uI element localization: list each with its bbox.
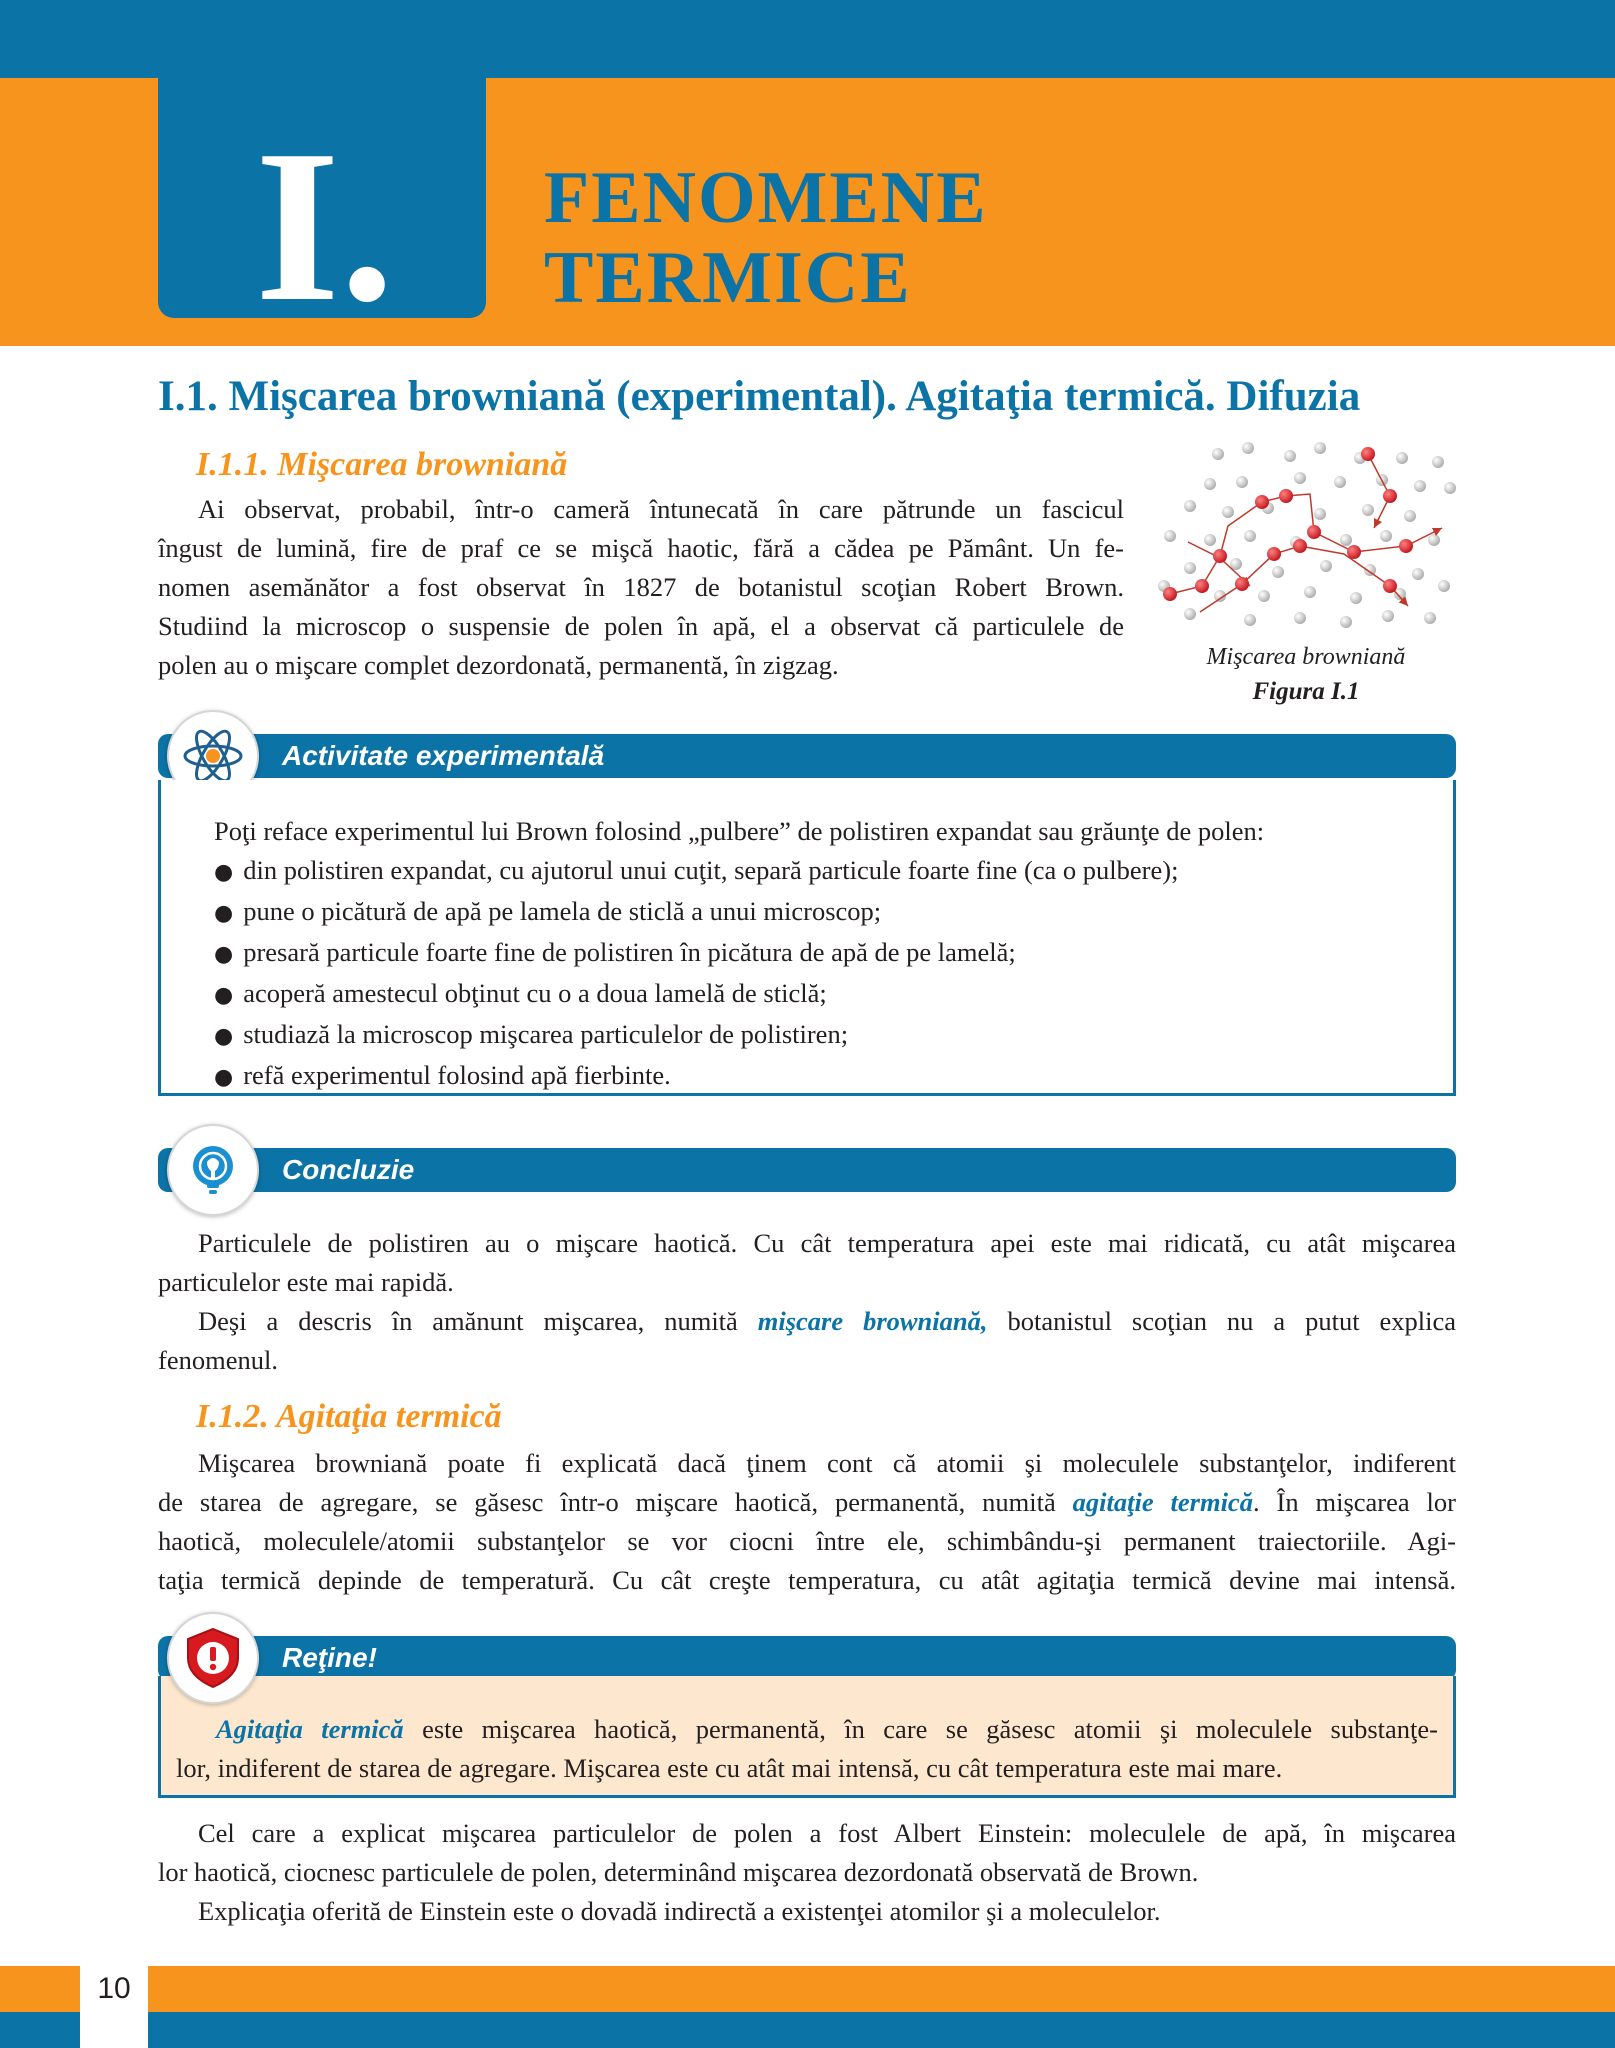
paragraph-line: Studiind la microscop o suspensie de polen în apă, el a observat că particulele de (158, 611, 1124, 641)
list-item: ● presară particule foarte fine de polistiren în picătura de apă de pe lamelă; (214, 937, 1016, 967)
paragraph-thermal-agitation (158, 1444, 1456, 1600)
list-item: ● din polistiren expandat, cu ajutorul unui cuţit, separă particule foarte fine (ca o pulbere); (214, 855, 1179, 885)
activity-header (158, 734, 1456, 778)
list-item: ● studiază la microscop mişcarea particulelor de polistiren; (214, 1019, 849, 1049)
activity-list (214, 812, 1444, 1097)
figure-caption: Mişcarea browniană (1206, 644, 1406, 670)
list-item: ● pune o picătură de apă pe lamela de sticlă a unui microscop; (214, 896, 882, 926)
paragraph-line: Mişcarea browniană poate fi explicată dacă ţinem cont că atomii şi moleculele substanţelor, indiferent (198, 1448, 1456, 1478)
footer-blue-bar (0, 2012, 1615, 2048)
paragraph-line: Ai observat, probabil, într-o cameră întunecată în care pătrunde un fascicul (198, 494, 1124, 524)
paragraph-line: haotică, moleculele/atomii substanţelor se vor ciocni între ele, schimbându-şi permanent traiectoriile. Agi- (158, 1526, 1456, 1556)
chapter-title (544, 158, 988, 318)
term-thermal-agitation: agitaţie termică (1072, 1487, 1253, 1517)
conclusion-text (158, 1224, 1456, 1380)
paragraph-line: polen au o mişcare complet dezordonată, permanentă, în zigzag. (158, 650, 839, 680)
paragraph-line: nomen asemănător a fost observat în 1827 de botanistul scoţian Robert Brown. (158, 572, 1124, 602)
term-thermal-agitation: Agitaţia termică (216, 1714, 404, 1744)
paragraph-line: îngust de lumină, fire de praf ce se mişcă haotic, fără a cădea pe Pământ. Un fe- (158, 533, 1124, 563)
conclusion-header (158, 1148, 1456, 1192)
bullet-icon: ● (214, 983, 234, 1008)
paragraph-brownian (158, 490, 1124, 685)
chapter-title-line1: FENOMENE (544, 157, 988, 239)
paragraph-line: taţia termică depinde de temperatură. Cu cât creşte temperatura, cu atât agitaţia termică devine mai intensă. (158, 1565, 1456, 1595)
figure-label: Figura I.1 (1252, 678, 1360, 705)
paragraph-line: de starea de agregare, se găsesc într-o mişcare haotică, permanentă, numită agitaţie termică. În mişcarea lor (158, 1487, 1456, 1517)
shield-exclamation-icon (167, 1612, 259, 1704)
top-color-bar (0, 0, 1615, 78)
list-item: ● refă experimentul folosind apă fierbinte. (214, 1060, 671, 1090)
retine-header-label: Reţine! (282, 1642, 377, 1673)
bullet-icon: ● (214, 942, 234, 967)
paragraph-line: Explicaţia oferită de Einstein este o dovadă indirectă a existenţei atomilor şi a moleculelor. (198, 1896, 1161, 1926)
retine-text (176, 1710, 1438, 1788)
bullet-icon: ● (214, 1024, 234, 1049)
paragraph-line: Agitaţia termică este mişcarea haotică, permanentă, în care se găsesc atomii şi moleculele substanţe- (216, 1714, 1438, 1744)
bullet-icon: ● (214, 860, 234, 885)
chapter-number: I. (255, 106, 395, 347)
subsection-title-2: I.1.2. Agitaţia termică (196, 1398, 502, 1435)
paragraph-line: fenomenul. (158, 1345, 278, 1375)
brownian-motion-figure (1150, 436, 1460, 636)
section-title: I.1. Mişcarea browniană (experimental). Agitaţia termică. Difuzia (158, 373, 1361, 420)
paragraph-line: Cel care a explicat mişcarea particulelor de polen a fost Albert Einstein: moleculele de apă, în mişcarea (198, 1818, 1456, 1848)
page-number: 10 (97, 1972, 131, 2005)
bullet-icon: ● (214, 901, 234, 926)
paragraph-einstein (158, 1814, 1456, 1931)
lightbulb-icon (167, 1124, 259, 1216)
bullet-icon: ● (214, 1065, 234, 1090)
paragraph-line: Deşi a descris în amănunt mişcarea, numită mişcare browniană, botanistul scoţian nu a putut explica (198, 1306, 1457, 1336)
paragraph-line: lor haotică, ciocnesc particulele de polen, determinând mişcarea dezordonată observată de Brown. (158, 1857, 1199, 1887)
activity-header-label: Activitate experimentală (282, 740, 605, 771)
list-item: ● acoperă amestecul obţinut cu o a doua lamelă de sticlă; (214, 978, 827, 1008)
paragraph-line: particulelor este mai rapidă. (158, 1267, 454, 1297)
paragraph-line: lor, indiferent de starea de agregare. Mişcarea este cu atât mai intensă, cu cât temperatura este mai mare. (176, 1753, 1283, 1783)
conclusion-header-label: Concluzie (282, 1154, 415, 1185)
activity-intro: Poţi reface experimentul lui Brown folosind „pulbere” de polistiren expandat sau grăunţe de polen: (214, 816, 1265, 846)
retine-header (158, 1636, 1456, 1680)
footer-orange-bar (0, 1966, 1615, 2012)
paragraph-line: Particulele de polistiren au o mişcare haotică. Cu cât temperatura apei este mai ridicată, cu atât mişcarea (198, 1228, 1456, 1258)
term-brownian-motion: mişcare browniană, (757, 1306, 988, 1336)
chapter-title-line2: TERMICE (544, 237, 912, 319)
subsection-title-1: I.1.1. Mişcarea browniană (196, 446, 568, 483)
